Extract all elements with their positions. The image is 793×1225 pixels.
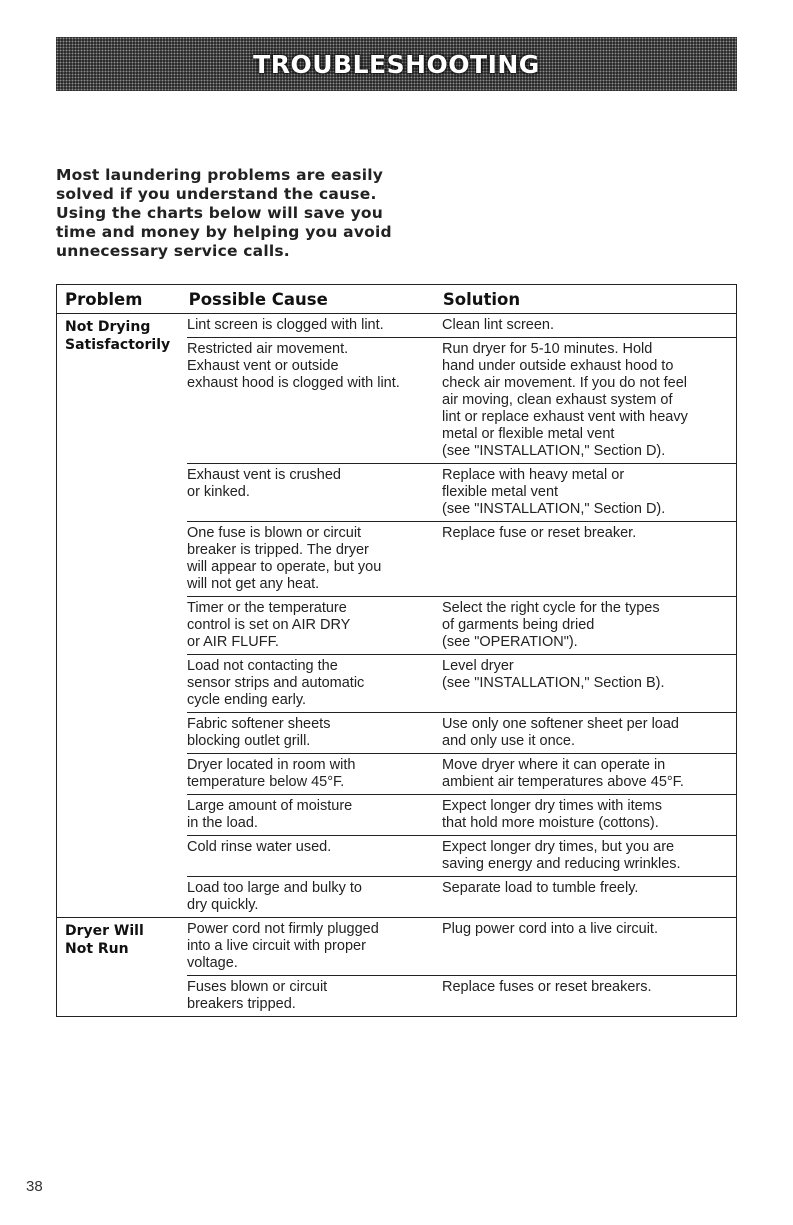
solution-cell: Replace fuse or reset breaker. — [442, 525, 637, 541]
table-row — [187, 754, 736, 795]
cause-cell: Load too large and bulky to dry quickly. — [187, 880, 362, 913]
cause-cell: Fabric softener sheets blocking outlet grill. — [187, 716, 331, 749]
cause-cell: Timer or the temperature control is set on AIR DRY or AIR FLUFF. — [187, 600, 351, 650]
solution-cell: Expect longer dry times, but you are saving energy and reducing wrinkles. — [442, 839, 681, 872]
solution-cell: Replace with heavy metal or flexible metal vent (see "INSTALLATION," Section D). — [442, 467, 666, 517]
table-row — [187, 976, 736, 1016]
cause-cell: Restricted air movement. Exhaust vent or outside exhaust hood is clogged with lint. — [187, 341, 400, 391]
table-row — [187, 836, 736, 877]
cause-cell: Power cord not firmly plugged into a live circuit with proper voltage. — [187, 921, 379, 971]
solution-cell: Separate load to tumble freely. — [442, 880, 639, 896]
header-problem: Problem — [65, 289, 143, 309]
table-row — [187, 918, 736, 976]
problem-label: Not Drying Satisfactorily — [65, 319, 171, 353]
solution-cell: Plug power cord into a live circuit. — [442, 921, 658, 937]
cause-cell: Load not contacting the sensor strips and automatic cycle ending early. — [187, 658, 365, 708]
banner-title: TROUBLESHOOTING — [253, 49, 540, 79]
cause-cell: Dryer located in room with temperature below 45°F. — [187, 757, 356, 790]
cause-cell: Large amount of moisture in the load. — [187, 798, 353, 831]
troubleshooting-table — [56, 284, 737, 1017]
cause-cell: Fuses blown or circuit breakers tripped. — [187, 979, 328, 1012]
table-row — [187, 655, 736, 713]
table-row — [187, 597, 736, 655]
solution-cell: Clean lint screen. — [442, 317, 555, 333]
solution-cell: Select the right cycle for the types of garments being dried (see "OPERATION"). — [442, 600, 660, 650]
page-number: 38 — [26, 1178, 43, 1195]
table-header — [57, 285, 736, 314]
solution-cell: Run dryer for 5-10 minutes. Hold hand under outside exhaust hood to check air movement. If you do not feel air moving, clean exhaust system of lint or replace exhaust vent with heavy metal or flexible metal vent (see "INSTALLATION," Section D). — [442, 341, 688, 459]
table-body — [57, 314, 736, 1016]
problem-group — [57, 314, 736, 918]
cause-cell: Lint screen is clogged with lint. — [187, 317, 384, 333]
problem-label: Dryer Will Not Run — [65, 923, 144, 957]
header-solution: Solution — [442, 289, 521, 309]
cause-cell: Cold rinse water used. — [187, 839, 332, 855]
table-row — [187, 522, 736, 597]
cause-cell: One fuse is blown or circuit breaker is tripped. The dryer will appear to operate, but you will not get any heat. — [187, 525, 382, 592]
table-row — [187, 464, 736, 522]
table-row — [187, 314, 736, 338]
solution-cell: Level dryer (see "INSTALLATION," Section B). — [442, 658, 665, 691]
cause-cell: Exhaust vent is crushed or kinked. — [187, 467, 341, 500]
solution-cell: Move dryer where it can operate in ambient air temperatures above 45°F. — [442, 757, 684, 790]
solution-cell: Expect longer dry times with items that hold more moisture (cottons). — [442, 798, 662, 831]
table-row — [187, 795, 736, 836]
troubleshooting-banner — [56, 37, 737, 91]
header-possible-cause: Possible Cause — [188, 289, 328, 309]
problem-group — [57, 918, 736, 1016]
table-row — [187, 877, 736, 917]
table-row — [187, 713, 736, 754]
solution-cell: Replace fuses or reset breakers. — [442, 979, 652, 995]
intro-text: Most laundering problems are easily solved if you understand the cause. Using the charts below will save you time and money by helping you avoid unnecessary service calls. — [56, 166, 392, 260]
solution-cell: Use only one softener sheet per load and only use it once. — [442, 716, 679, 749]
table-row — [187, 338, 736, 464]
